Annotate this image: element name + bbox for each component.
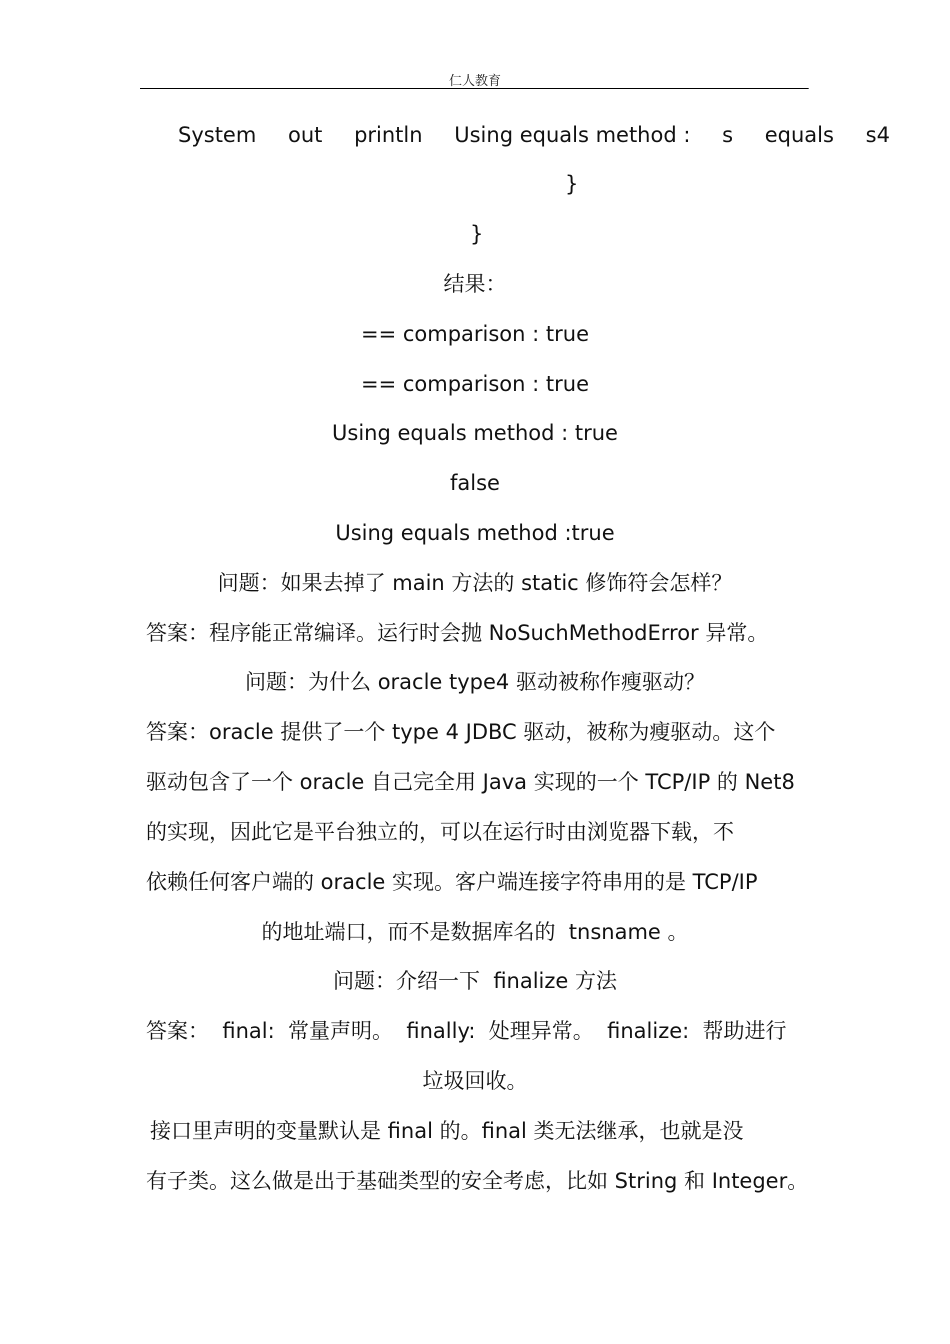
paragraph-line: 有子类。这么做是出于基础类型的安全考虑，比如 String 和 Integer。: [146, 1169, 809, 1193]
answer-line: 答案： final: 常量声明。 finally: 处理异常。 finalize: 帮助进行: [146, 1019, 787, 1043]
header-divider: [140, 88, 808, 89]
answer-line: 答案：oracle 提供了一个 type 4 JDBC 驱动，被称为瘦驱动。这个: [146, 720, 776, 744]
result-heading: 结果：: [443, 272, 507, 296]
question-line: 问题：如果去掉了 main 方法的 static 修饰符会怎样？: [217, 571, 733, 595]
question-line: 问题：为什么 oracle type4 驱动被称作瘦驱动？: [245, 670, 705, 694]
result-line: Using equals method :true: [335, 521, 615, 545]
paragraph-line: 接口里声明的变量默认是 final 的。final 类无法继承，也就是没: [150, 1119, 744, 1143]
answer-line: 的实现，因此它是平台独立的，可以在运行时由浏览器下载，不: [146, 820, 734, 844]
answer-line: 依赖任何客户端的 oracle 实现。客户端连接字符串用的是 TCP/IP: [146, 870, 758, 894]
code-token: equals: [764, 123, 834, 147]
result-line: false: [450, 471, 500, 495]
answer-line: 的地址端口，而不是数据库名的 tnsname 。: [261, 920, 689, 944]
answer-line: 垃圾回收。: [422, 1069, 528, 1093]
code-token: Using equals method :: [454, 123, 691, 147]
header-mark: .: [807, 82, 810, 91]
code-token: System: [178, 123, 257, 147]
page-header-title: 仁人教育: [448, 74, 501, 89]
result-line: == comparison : true: [360, 322, 589, 346]
answer-line: 答案：程序能正常编译。运行时会抛 NoSuchMethodError 异常。: [146, 621, 769, 645]
code-line: [178, 121, 890, 149]
closing-brace: }: [565, 172, 579, 196]
code-token: out: [287, 123, 323, 147]
result-line: Using equals method : true: [332, 421, 618, 445]
closing-brace: }: [470, 222, 484, 246]
code-token: println: [354, 123, 423, 147]
code-token: s: [722, 123, 734, 147]
answer-line: 驱动包含了一个 oracle 自己完全用 Java 实现的一个 TCP/IP 的 Net8: [146, 770, 795, 794]
code-token: s4: [865, 123, 890, 147]
result-line: == comparison : true: [360, 372, 589, 396]
question-line: 问题：介绍一下 finalize 方法: [332, 969, 618, 993]
